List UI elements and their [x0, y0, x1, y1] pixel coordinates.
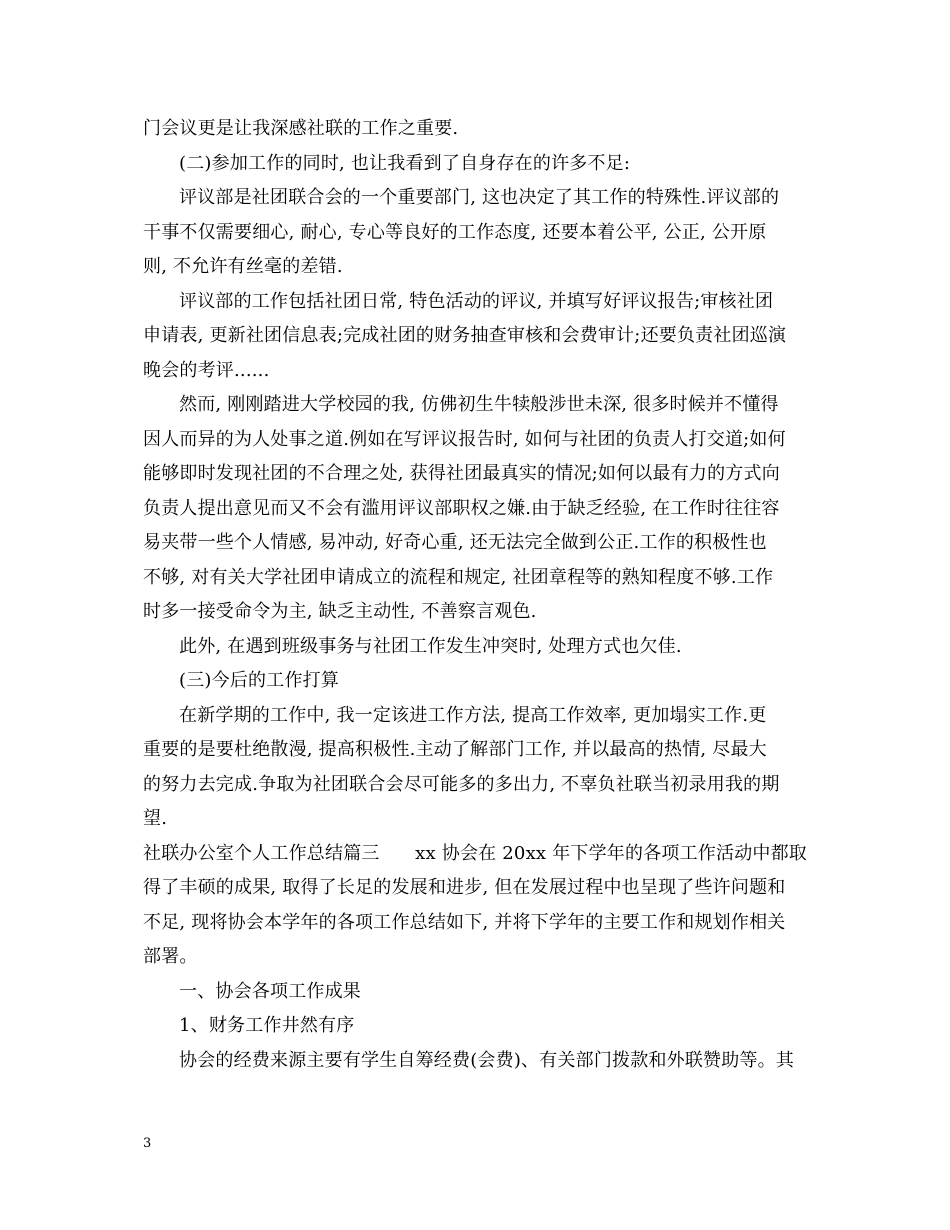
text-line: 在新学期的工作中, 我一定该进工作方法, 提高工作效率, 更加塌实工作.更: [179, 704, 767, 726]
text-line: 易夹带一些个人情感, 易冲动, 好奇心重, 还无法完全做到公正.工作的积极性也: [143, 532, 767, 553]
text-line: 晚会的考评......: [143, 359, 270, 381]
text-line: 门会议更是让我深感社联的工作之重要.: [143, 118, 459, 139]
text-line: 申请表, 更新社团信息表;完成社团的财务抽查审核和会费审计;还要负责社团巡演: [143, 325, 787, 346]
text-line: 能够即时发现社团的不合理之处, 获得社团最真实的情况;如何以最有力的方式向: [143, 463, 780, 484]
text-line: (三)今后的工作打算: [179, 670, 340, 691]
text-line: 不够, 对有关大学社团申请成立的流程和规定, 社团章程等的熟知程度不够.工作: [143, 566, 774, 588]
text-line: 然而, 刚刚踏进大学校园的我, 仿佛初生牛犊般涉世未深, 很多时候并不懂得: [179, 394, 779, 415]
text-line: 评议部是社团联合会的一个重要部门, 这也决定了其工作的特殊性.评议部的: [179, 187, 780, 208]
text-line: 时多一接受命令为主, 缺乏主动性, 不善察言观色.: [143, 601, 537, 622]
text-line: 此外, 在遇到班级事务与社团工作发生冲突时, 处理方式也欠佳.: [179, 635, 682, 657]
text-line: (二)参加工作的同时, 也让我看到了自身存在的许多不足:: [179, 152, 631, 174]
text-line: 社联办公室个人工作总结篇三 xx 协会在 20xx 年下学年的各项工作活动中都取: [143, 842, 808, 864]
document-body: [143, 112, 813, 1078]
text-line: 重要的是要杜绝散漫, 提高积极性.主动了解部门工作, 并以最高的热情, 尽最大: [143, 739, 767, 760]
text-line: 得了丰硕的成果, 取得了长足的发展和进步, 但在发展过程中也呈现了些许问题和: [143, 877, 786, 898]
text-line: 干事不仅需要细心, 耐心, 专心等良好的工作态度, 还要本着公平, 公正, 公开原: [143, 221, 767, 243]
text-line: 则, 不允许有丝毫的差错.: [143, 256, 343, 277]
text-line: 部署。: [143, 946, 198, 967]
text-line: 协会的经费来源主要有学生自筹经费(会费)、有关部门拨款和外联赞助等。其: [179, 1049, 795, 1071]
text-line: 评议部的工作包括社团日常, 特色活动的评议, 并填写好评议报告;审核社团: [179, 290, 774, 312]
text-line: 因人而异的为人处事之道.例如在写评议报告时, 如何与社团的负责人打交道;如何: [143, 428, 786, 450]
text-line: 1、财务工作井然有序: [179, 1015, 355, 1036]
text-line: 负责人提出意见而又不会有滥用评议部职权之嫌.由于缺乏经验, 在工作时往往容: [143, 497, 780, 519]
page-number: 3: [143, 1136, 152, 1151]
text-line: 一、协会各项工作成果: [179, 980, 361, 1002]
text-line: 望.: [143, 808, 168, 829]
text-line: 的努力去完成.争取为社团联合会尽可能多的多出力, 不辜负社联当初录用我的期: [143, 773, 780, 795]
text-line: 不足, 现将协会本学年的各项工作总结如下, 并将下学年的主要工作和规划作相关: [143, 911, 786, 933]
